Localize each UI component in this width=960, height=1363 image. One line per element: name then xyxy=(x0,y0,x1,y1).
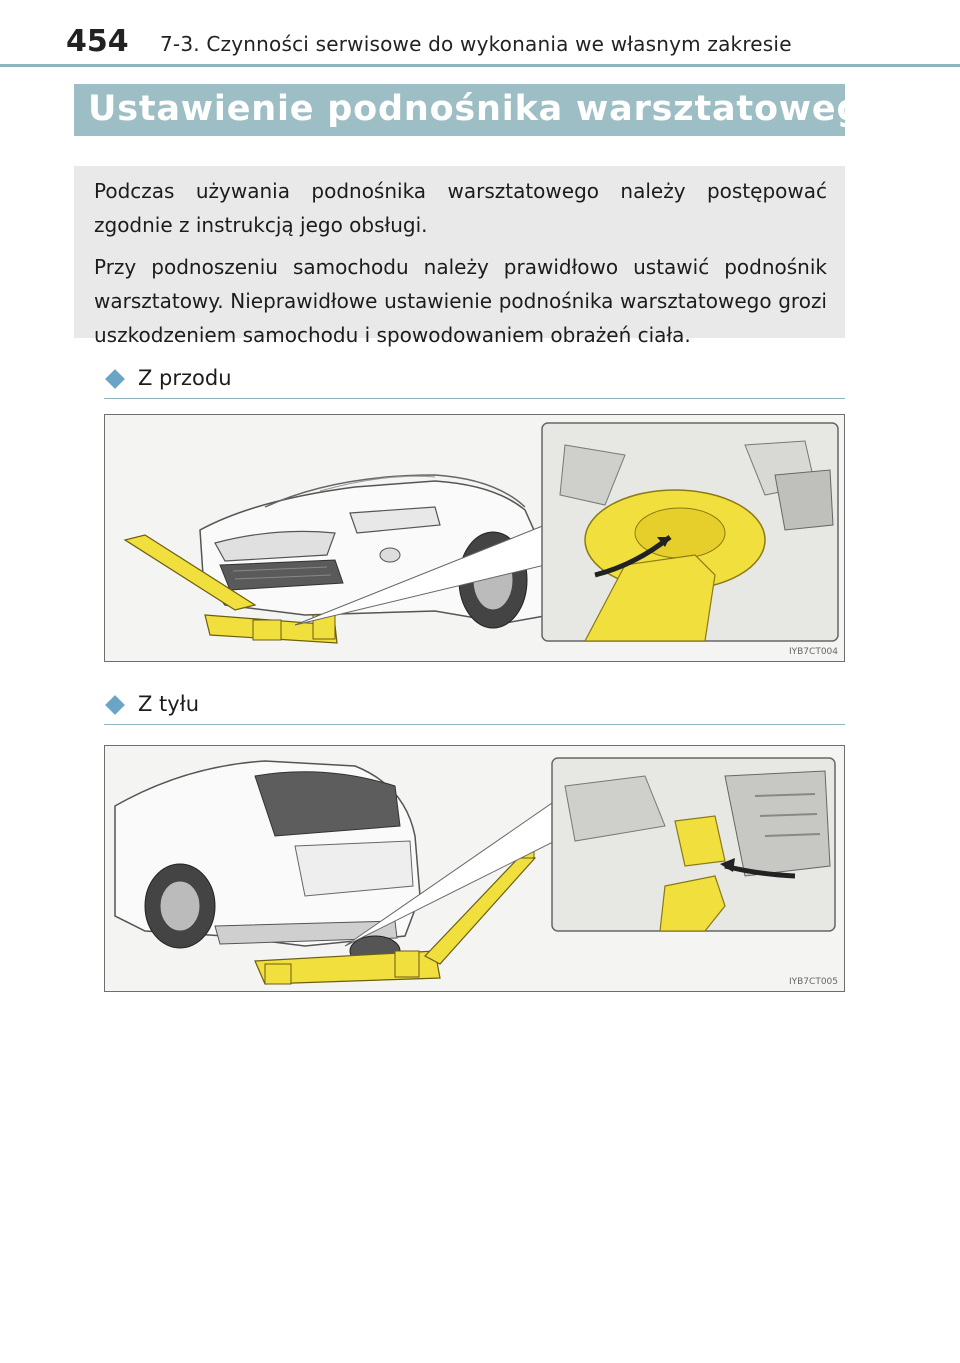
rear-jack-drawing xyxy=(105,746,844,991)
page-header xyxy=(0,0,960,64)
intro-box xyxy=(74,166,845,347)
front-jack-illustration xyxy=(104,414,845,662)
diamond-bullet-icon xyxy=(105,695,125,715)
subheading-divider xyxy=(104,398,845,399)
section-title-bar xyxy=(74,84,888,136)
chapter-title: 7-3. Czynności serwisowe do wykonania we własnym zakresie xyxy=(160,32,792,56)
subheading-front-label: Z przodu xyxy=(138,366,232,390)
rear-figure-code: IYB7CT005 xyxy=(788,977,838,987)
subheading-rear xyxy=(104,690,845,724)
intro-paragraph-2: Przy podnoszeniu samochodu należy prawidłowo ustawić podnośnik warsztatowy. Nieprawidłowe ustawienie podnośnika warsztatowego grozi uszkodzeniem samochodu i spowodowaniem obrażeń ciała. xyxy=(94,255,827,347)
subheading-front xyxy=(104,364,845,398)
page-number: 454 xyxy=(66,24,129,59)
header-divider xyxy=(0,64,960,67)
section-title: Ustawienie podnośnika warsztatowego xyxy=(88,89,888,129)
subheading-divider xyxy=(104,724,845,725)
rear-jack-illustration xyxy=(104,745,845,992)
intro-paragraph-1: Podczas używania podnośnika warsztatowego należy postępować zgodnie z instrukcją jego obsługi. xyxy=(94,179,827,237)
diamond-bullet-icon xyxy=(105,369,125,389)
front-jack-drawing xyxy=(105,415,844,661)
front-figure-code: IYB7CT004 xyxy=(788,647,838,657)
subheading-rear-label: Z tyłu xyxy=(138,692,200,716)
